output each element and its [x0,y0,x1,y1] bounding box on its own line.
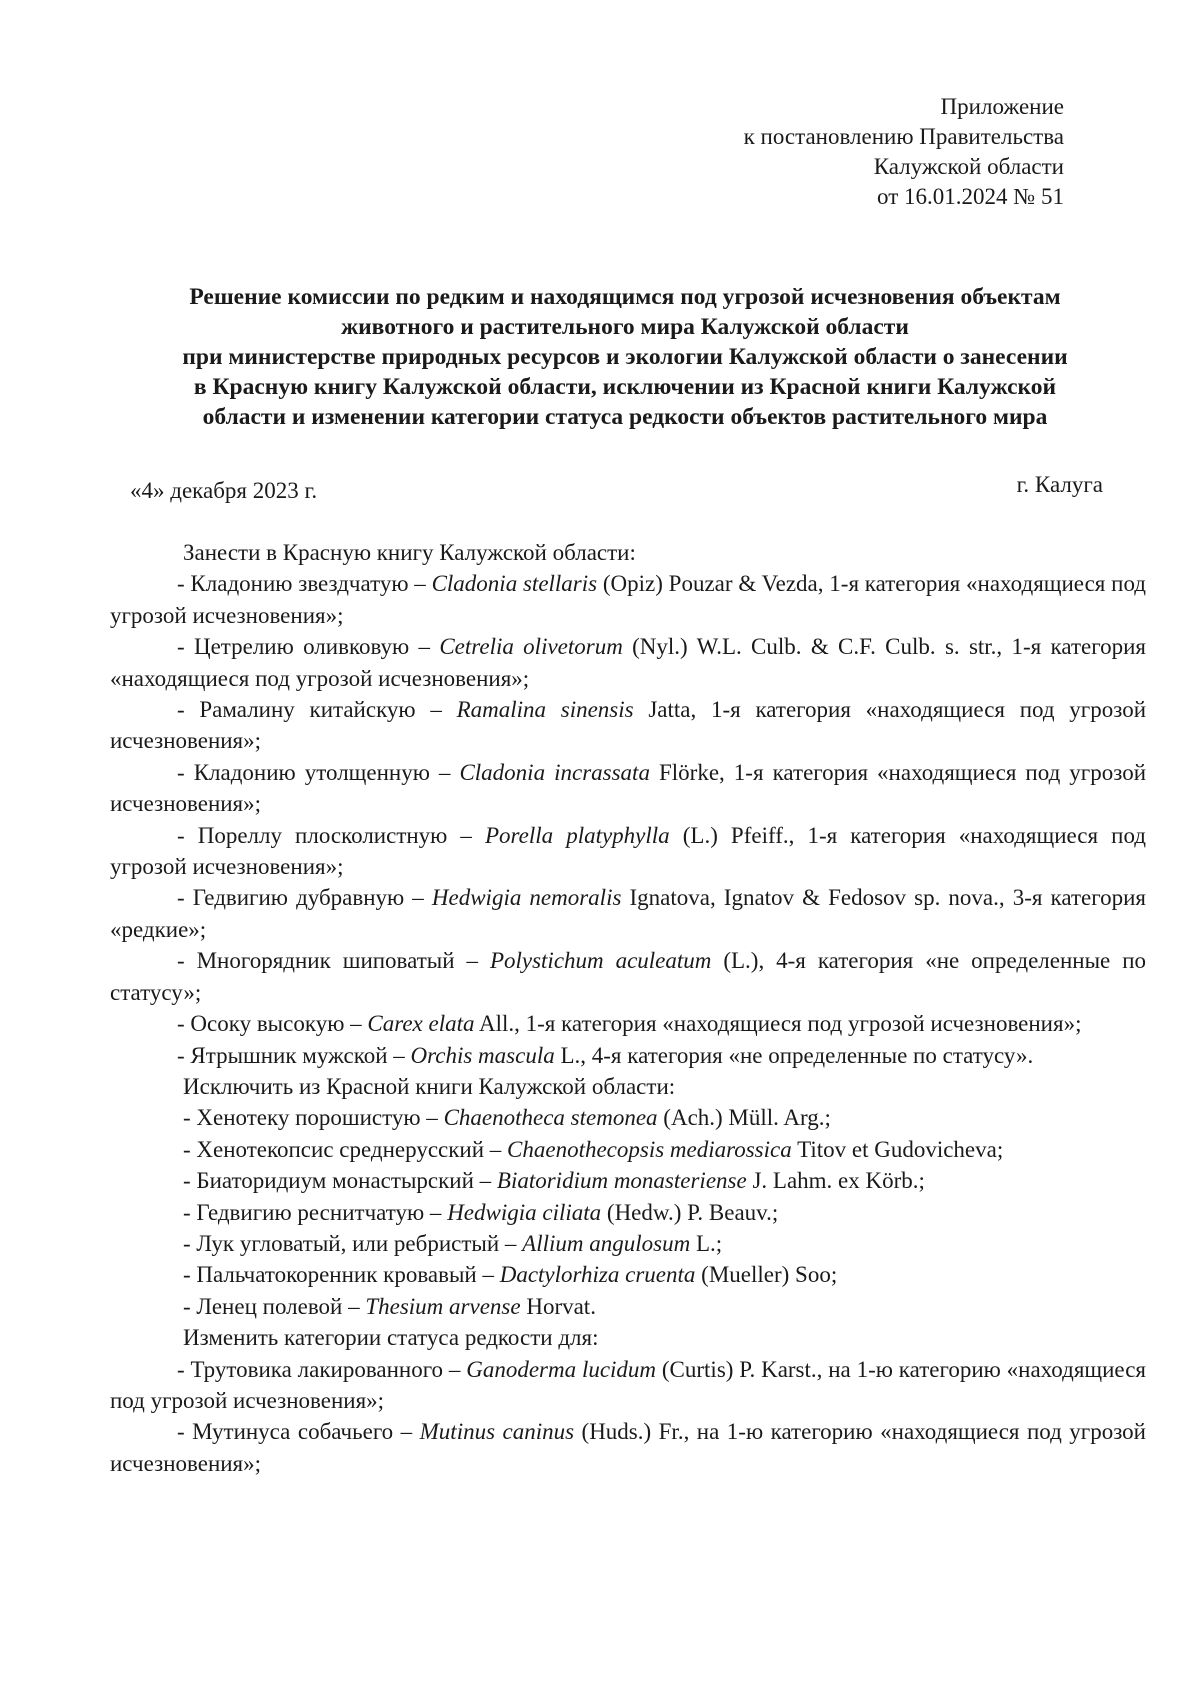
species-russian-name: - Ятрышник мужской – [177,1042,411,1068]
species-entry [110,945,1146,1008]
species-russian-name: - Лук угловатый, или ребристый – [183,1230,523,1256]
species-russian-name: - Гедвигию реснитчатую – [183,1199,448,1225]
title-line: Решение комиссии по редким и находящимся под угрозой исчезновения объектам [189,284,1061,310]
species-russian-name: - Ленец полевой – [183,1293,366,1319]
document-title [105,282,1145,432]
species-entry [110,882,1146,945]
section-remove-list [110,1102,1146,1322]
title-line: при министерстве природных ресурсов и экологии Калужской области о занесении [182,344,1068,370]
species-latin-name: Cladonia incrassata [459,759,650,785]
species-latin-name: Carex elata [367,1011,475,1037]
species-latin-name: Mutinus caninus [419,1419,575,1445]
species-entry [110,1040,1146,1071]
species-latin-name: Allium angulosum [522,1230,691,1256]
species-entry [110,1416,1146,1479]
species-russian-name: - Трутовика лакированного – [177,1356,467,1382]
species-entry [110,694,1146,757]
species-latin-name: Porella platyphylla [485,822,670,848]
species-latin-name: Chaenothecopsis mediarossica [507,1136,792,1162]
species-russian-name: - Многорядник шиповатый – [177,948,490,974]
species-entry [110,757,1146,820]
species-details: J. Lahm. ex Körb.; [746,1168,925,1194]
species-entry [110,631,1146,694]
species-latin-name: Ganoderma lucidum [466,1356,657,1382]
appendix-line: от 16.01.2024 № 51 [877,184,1064,209]
section-add [110,537,1146,1071]
species-details: (Ach.) Müll. Arg.; [657,1105,831,1131]
species-latin-name: Cladonia stellaris [431,571,598,597]
species-latin-name: Ramalina sinensis [456,697,634,723]
species-entry [110,1134,1146,1165]
species-details: (Huds.) Fr., на 1-ю категорию «находящиеся под угрозой исчезновения»; [110,1419,1146,1476]
species-details: (L.) Pfeiff., 1-я категория «находящиеся под угрозой исчезновения»; [110,822,1147,880]
species-entry [110,1228,1146,1259]
appendix-line: к постановлению Правительства [743,124,1064,149]
species-entry [110,820,1146,883]
species-details: (Opiz) Pouzar & Vezda, 1-я категория «находящиеся под угрозой исчезновения»; [110,571,1146,628]
document-body [110,537,1146,1479]
section-add-heading: Занести в Красную книгу Калужской области: [183,540,636,565]
species-latin-name: Thesium arvense [365,1293,521,1319]
species-entry [110,1197,1146,1228]
species-entry [110,568,1146,631]
species-details: (Mueller) Soo; [695,1262,838,1288]
species-russian-name: - Мутинуса собачьего – [177,1419,420,1445]
species-entry [110,1165,1146,1196]
species-russian-name: - Биаторидиум монастырский – [183,1168,497,1194]
species-details: All., 1-я категория «находящиеся под угрозой исчезновения»; [474,1011,1082,1037]
species-details: (L.), 4-я категория «не определенные по статусу»; [110,948,1147,1005]
species-details: L., 4-я категория «не определенные по статусу». [554,1042,1034,1068]
species-latin-name: Hedwigia ciliata [447,1199,602,1225]
section-remove [110,1071,1146,1322]
section-change [110,1322,1146,1479]
title-line: области и изменении категории статуса редкости объектов растительного мира [202,404,1048,430]
species-details: (Nyl.) W.L. Culb. & C.F. Culb. s. str., 1-я категория «находящиеся под угрозой исчезновения»; [110,634,1146,691]
species-latin-name: Orchis mascula [410,1042,555,1068]
species-russian-name: - Цетрелию оливковую – [177,634,440,660]
species-entry [110,1008,1146,1039]
section-remove-heading: Исключить из Красной книги Калужской области: [183,1073,676,1099]
species-russian-name: - Кладонию утолщенную – [177,759,460,785]
appendix-line: Приложение [940,94,1064,119]
species-entry [110,1102,1146,1133]
species-latin-name: Hedwigia nemoralis [431,885,622,911]
section-add-list [110,568,1146,1071]
species-details: L.; [690,1230,723,1256]
species-details: (Curtis) P. Karst., на 1-ю категорию «находящиеся под угрозой исчезновения»; [110,1356,1146,1413]
species-entry [110,1354,1146,1417]
appendix-block [744,92,1064,212]
species-russian-name: - Гедвигию дубравную – [177,885,432,911]
species-latin-name: Chaenotheca stemonea [443,1105,658,1131]
species-details: (Hedw.) P. Beauv.; [601,1199,779,1225]
species-entry [110,1291,1146,1322]
species-details: Flörke, 1-я категория «находящиеся под угрозой исчезновения»; [110,759,1146,817]
species-russian-name: - Осоку высокую – [177,1011,368,1037]
species-russian-name: - Пореллу плосколистную – [177,822,485,848]
section-change-heading: Изменить категории статуса редкости для: [183,1325,599,1351]
species-latin-name: Cetrelia olivetorum [439,634,623,660]
species-details: Titov et Gudovicheva; [791,1136,1004,1162]
species-russian-name: - Рамалину китайскую – [177,697,457,723]
species-latin-name: Dactylorhiza cruenta [499,1262,696,1288]
species-russian-name: - Кладонию звездчатую – [177,571,432,597]
species-entry [110,1259,1146,1290]
title-line: животного и растительного мира Калужской области [341,314,909,340]
species-russian-name: - Пальчатокоренник кровавый – [183,1262,500,1288]
species-russian-name: - Хенотеку порошистую – [183,1105,444,1131]
species-details: Horvat. [520,1293,596,1319]
species-latin-name: Polystichum aculeatum [489,948,712,974]
species-latin-name: Biatoridium monasteriense [496,1168,747,1194]
decision-place: г. Калуга [1016,472,1103,497]
title-line: в Красную книгу Калужской области, исключении из Красной книги Калужской [193,374,1057,400]
section-change-list [110,1354,1146,1480]
appendix-line: Калужской области [873,154,1064,179]
species-russian-name: - Хенотекопсис среднерусский – [183,1136,508,1162]
species-details: Ignatova, Ignatov & Fedosov sp. nova., 3-я категория «редкие»; [110,885,1146,942]
species-details: Jatta, 1-я категория «находящиеся под угрозой исчезновения»; [110,697,1146,754]
decision-date: «4» декабря 2023 г. [130,478,318,503]
